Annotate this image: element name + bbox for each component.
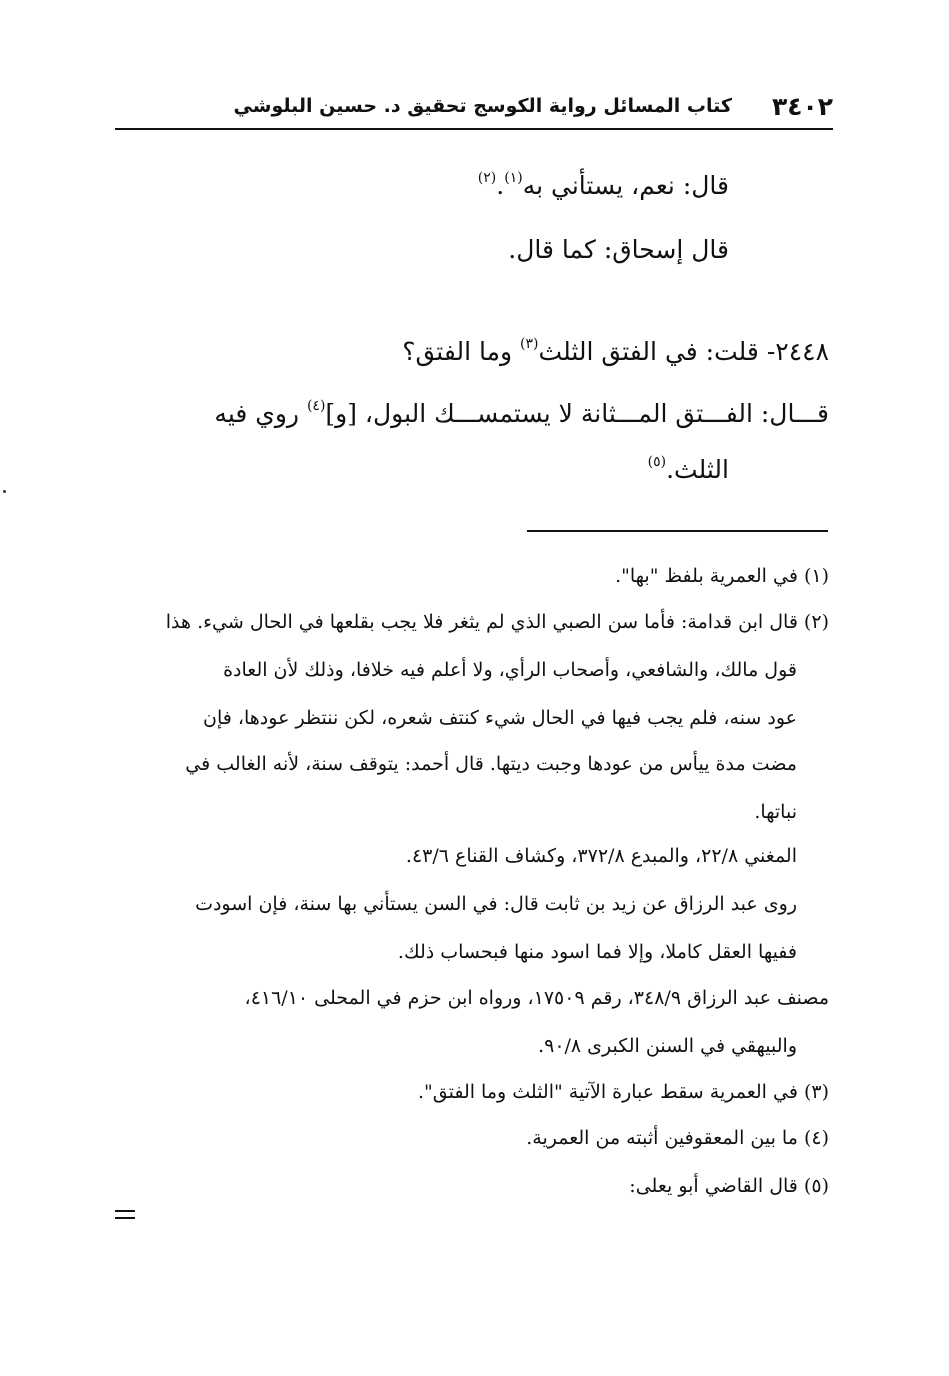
footnote-4: (٤) ما بين المعقوفين أثبته من العمرية. xyxy=(526,1127,829,1149)
footnote-5: (٥) قال القاضي أبو يعلى: xyxy=(629,1175,829,1197)
main-line-1 xyxy=(478,168,729,204)
footnote-2-line-4: مضت مدة ييأس من عودها وجبت ديتها. قال أحمد: يتوقف سنة، لأنه الغالب في xyxy=(185,753,797,775)
answer-text-end: روي فيه xyxy=(214,399,307,428)
main-line-1-text: قال: نعم، يستأني به xyxy=(522,171,729,200)
footnote-2-line-9: مصنف عبد الرزاق ٣٤٨/٩، رقم ١٧٥٠٩، ورواه ابن حزم في المحلى ٤١٦/١٠، xyxy=(244,987,829,1009)
header-rule xyxy=(115,128,833,130)
footnote-ref-1: (١) xyxy=(504,170,523,186)
scan-speck xyxy=(3,490,6,493)
question-suffix: وما الفتق؟ xyxy=(402,337,521,366)
footnote-ref-3: (٣) xyxy=(520,336,539,352)
footnote-2-line-2: قول مالك، والشافعي، وأصحاب الرأي، ولا أعلم فيه خلافا، وذلك لأن العادة xyxy=(223,659,797,681)
answer-text: قـــال: الفـــتق المـــثانة لا يستمســـك البول، [و] xyxy=(325,399,829,428)
footnote-3: (٣) في العمرية سقط عبارة الآتية "الثلث وما الفتق". xyxy=(417,1081,829,1103)
main-line-1-period: . xyxy=(496,171,505,200)
running-title: كتاب المسائل رواية الكوسج تحقيق د. حسين البلوشي xyxy=(233,95,732,117)
page-number: ٣٤٠٢ xyxy=(771,91,833,121)
continuation-mark xyxy=(115,1210,135,1224)
page-header xyxy=(115,88,833,124)
answer-line-2-text: الثلث. xyxy=(666,455,729,484)
footnote-ref-5: (٥) xyxy=(647,454,667,470)
footnote-2-line-6: المغني ٢٢/٨، والمبدع ٣٧٢/٨، وكشاف القناع ٤٣/٦. xyxy=(405,845,797,867)
main-line-2: قال إسحاق: كما قال. xyxy=(508,235,729,264)
footnote-separator xyxy=(527,530,828,532)
footnote-2-line-5: نباتها. xyxy=(754,801,797,823)
answer-line-2 xyxy=(648,452,729,488)
footnote-2-line-8: ففيها العقل كاملا، وإلا فما اسود منها فبحساب ذلك. xyxy=(397,941,797,963)
footnote-1: (١) في العمرية بلفظ "بها". xyxy=(615,565,829,587)
footnote-2-line-7: روى عبد الرزاق عن زيد بن ثابت قال: في السن يستأني بها سنة، فإن اسودت xyxy=(195,893,797,915)
answer-line-1 xyxy=(114,396,829,432)
question-text: ٢٤٤٨- قلت: في الفتق الثلث xyxy=(538,337,829,366)
footnote-ref-4: (٤) xyxy=(306,398,326,414)
footnote-2-line-10: والبيهقي في السنن الكبرى ٩٠/٨. xyxy=(538,1035,797,1057)
footnote-2-line-3: عود سنه، فلم يجب فيها في الحال شيء كنتف شعره، لكن ننتظر عودها، فإن xyxy=(202,707,797,729)
question-2448 xyxy=(402,334,829,370)
footnote-2-line-1: (٢) قال ابن قدامة: فأما سن الصبي الذي لم يثغر فلا يجب بقلعها في الحال شيء. هذا xyxy=(165,611,829,633)
footnote-ref-2: (٢) xyxy=(477,170,497,186)
